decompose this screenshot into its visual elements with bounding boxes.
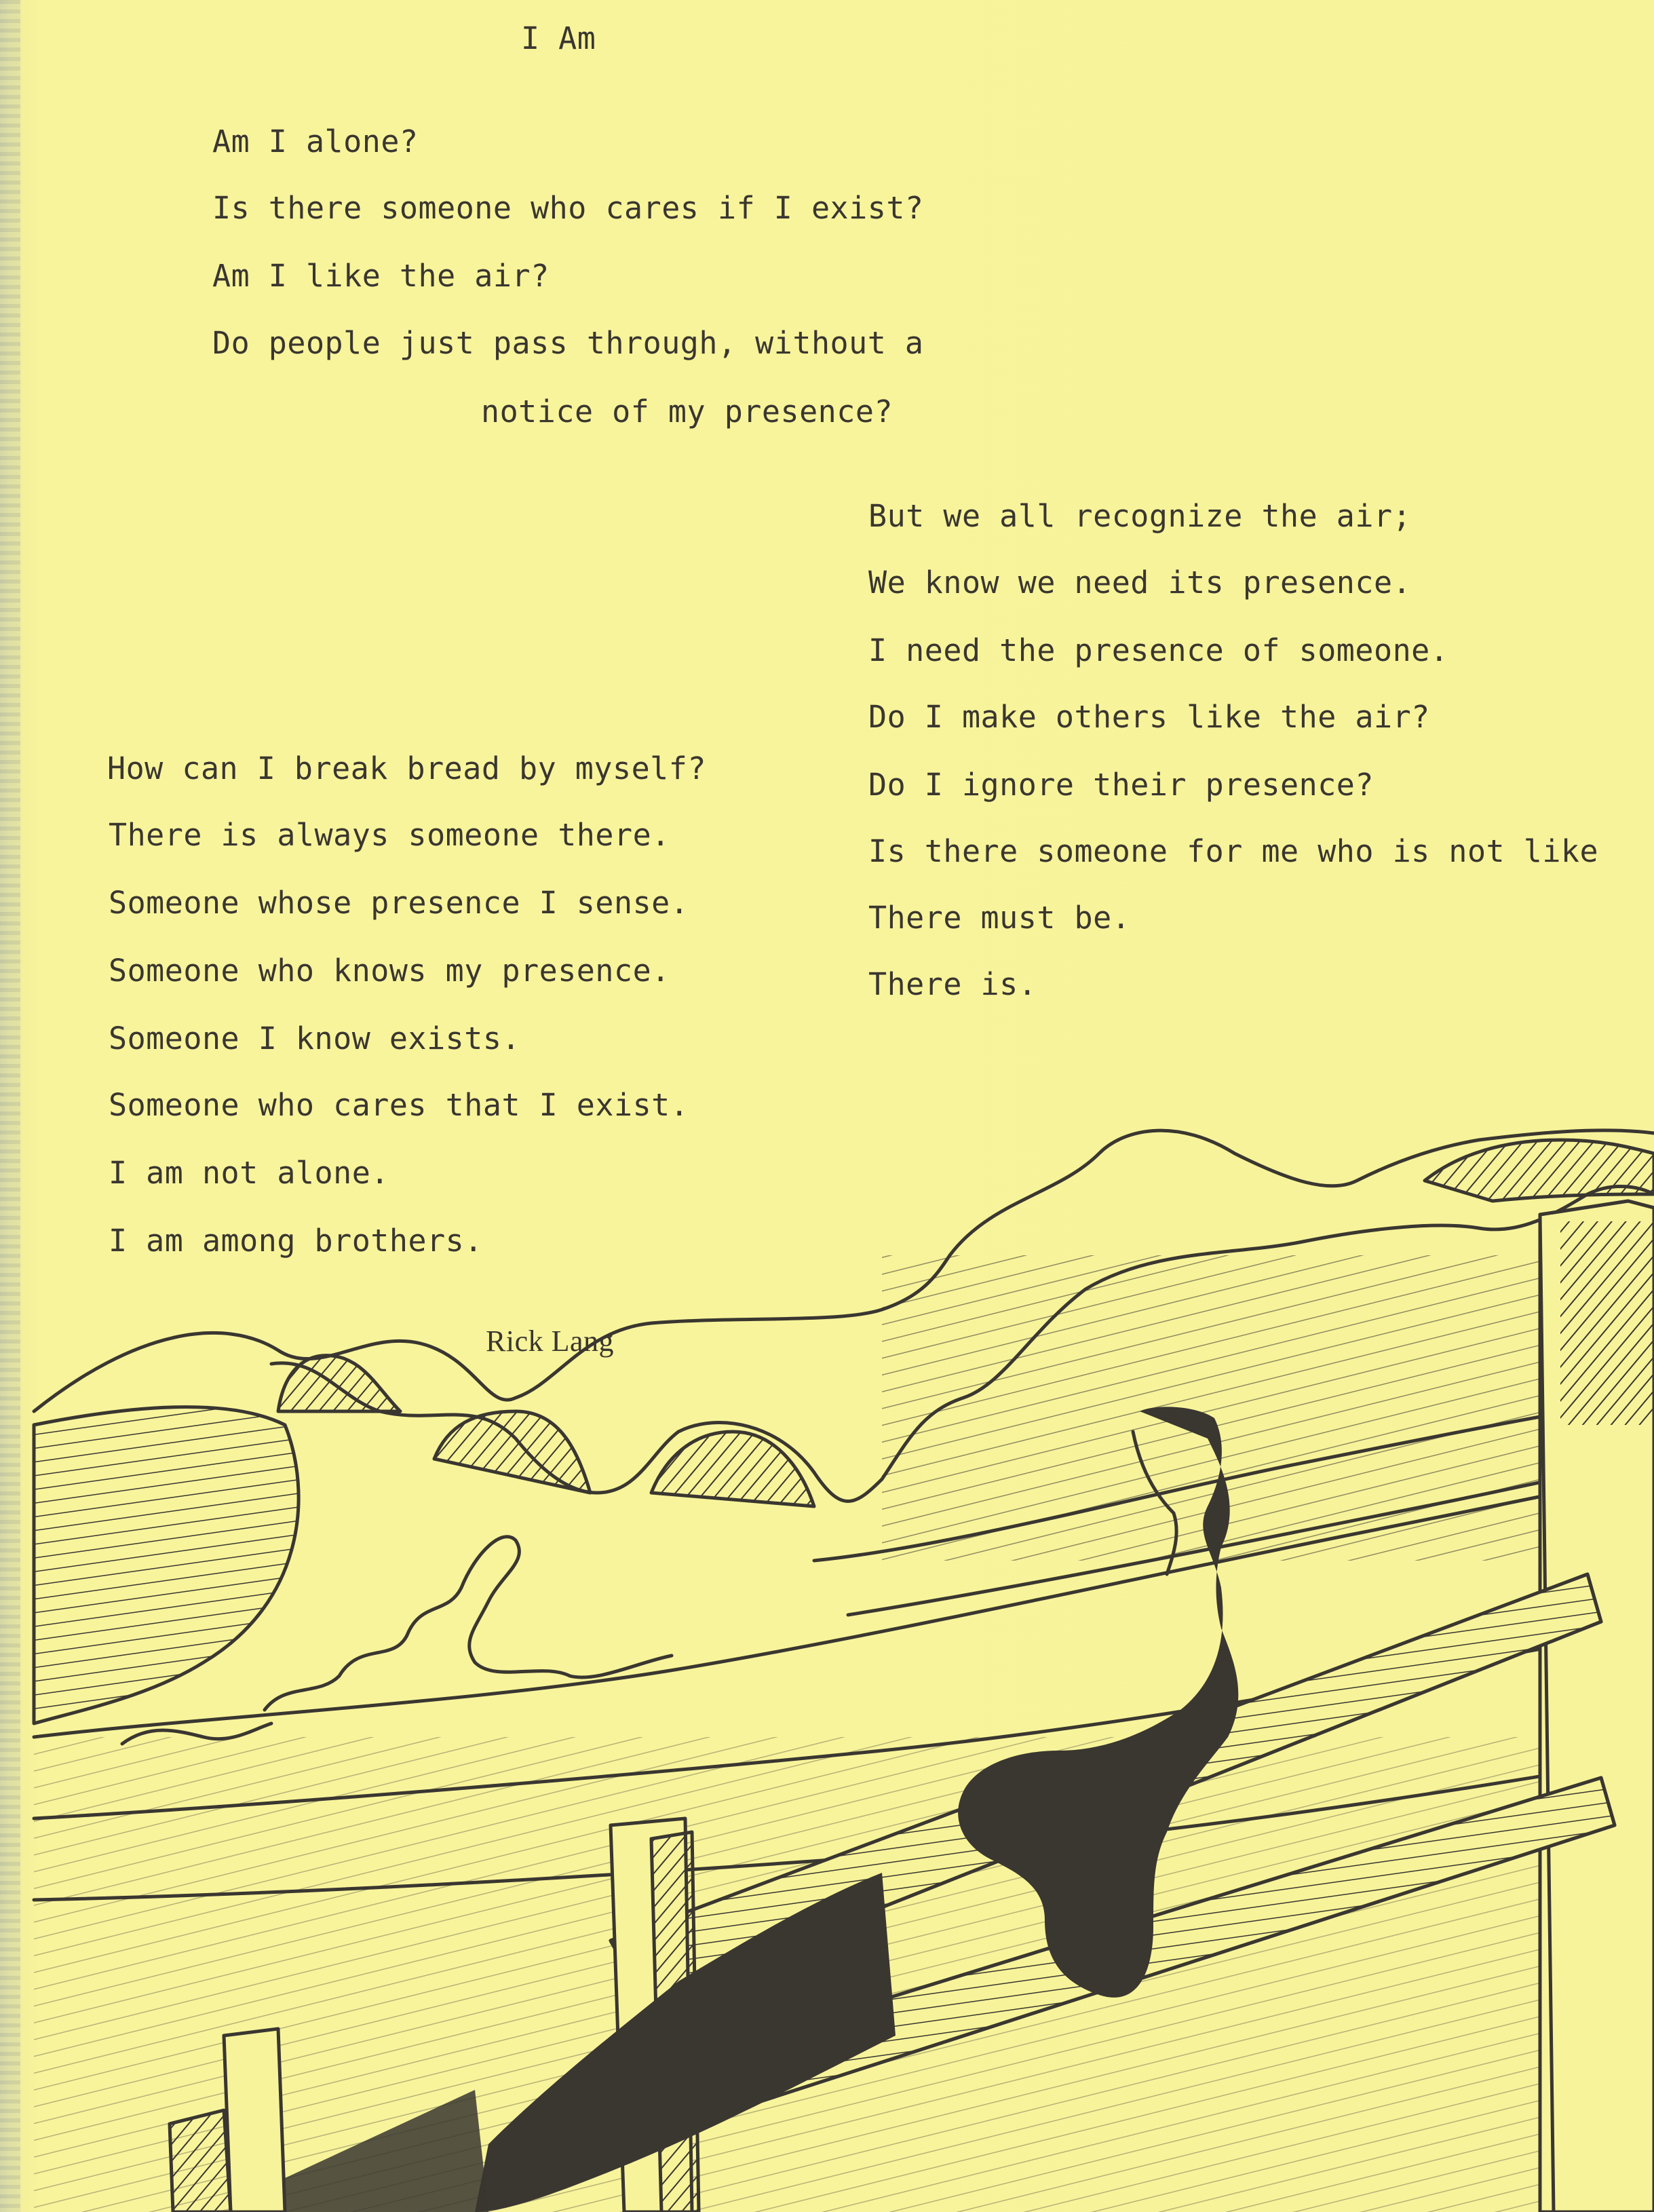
stanza3-line-5: Someone I know exists. <box>109 1021 521 1056</box>
stanza2-line-5: Do I ignore their presence? <box>868 767 1374 803</box>
stanza3-line-6: Someone who cares that I exist. <box>109 1087 689 1123</box>
stanza1-line-2: Is there someone who cares if I exist? <box>212 190 924 226</box>
poem-title: I Am <box>521 20 596 56</box>
stanza2-line-8: There is. <box>868 966 1037 1002</box>
stanza2-line-4: Do I make others like the air? <box>868 699 1430 735</box>
stanza1-line-4: Do people just pass through, without a <box>212 325 924 361</box>
stanza2-line-6: Is there someone for me who is not like <box>868 836 1599 866</box>
stanza2-line-1: But we all recognize the air; <box>868 498 1412 534</box>
stanza2-line-2: We know we need its presence. <box>868 565 1412 600</box>
stanza3-line-7: I am not alone. <box>109 1155 389 1191</box>
author-name: Rick Lang <box>486 1324 615 1358</box>
stanza1-line-5: notice of my presence? <box>481 394 893 430</box>
stanza3-line-3: Someone whose presence I sense. <box>109 885 689 921</box>
stanza3-line-2: There is always someone there. <box>109 817 670 853</box>
stanza3-line-4: Someone who knows my presence. <box>109 953 670 989</box>
stanza2-line-3: I need the presence of someone. <box>868 632 1449 668</box>
stanza3-line-8: I am among brothers. <box>109 1223 483 1259</box>
stanza1-line-3: Am I like the air? <box>212 258 550 294</box>
stanza2-line-7: There must be. <box>868 900 1131 936</box>
stanza3-line-1: How can I break bread by myself? <box>107 750 706 786</box>
stanza1-line-1: Am I alone? <box>212 123 419 159</box>
